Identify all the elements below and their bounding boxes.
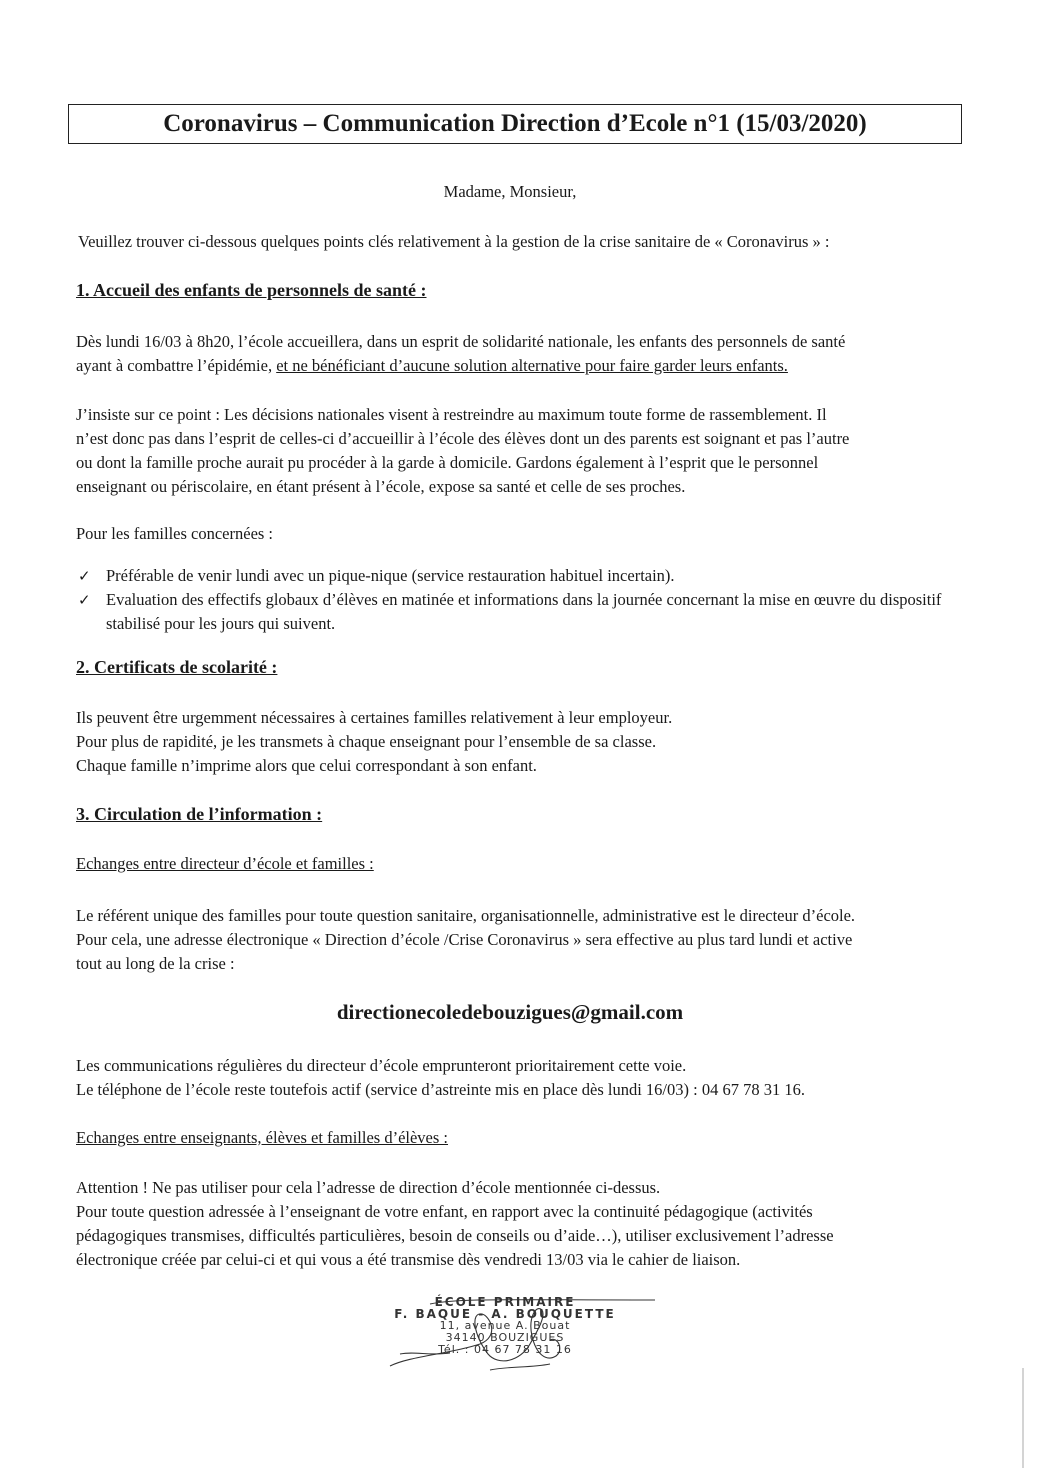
section-3-paragraph-3: [76, 1176, 956, 1272]
text-line: Pour toute question adressée à l’enseignant de votre enfant, en rapport avec la continuité pédagogique (activités: [76, 1202, 813, 1221]
list-item: [76, 564, 956, 588]
text-line: pédagogiques transmises, difficultés particulières, besoin de conseils ou d’aide…), utiliser exclusivement l’adresse: [76, 1226, 834, 1245]
list-item: [76, 588, 976, 636]
checklist: [76, 564, 956, 636]
text-line: n’est donc pas dans l’esprit de celles-ci d’accueillir à l’école des élèves dont un des parents est soignant et pas l’autre: [76, 429, 850, 448]
section-3-paragraph-1: [76, 904, 956, 976]
stamp-line: Tél. : 04 67 78 31 16: [438, 1343, 572, 1356]
text-line: Ils peuvent être urgemment nécessaires à certaines familles relativement à leur employeur.: [76, 708, 673, 727]
section-1-paragraph-1: [76, 330, 956, 378]
subheading-director-families: Echanges entre directeur d’école et familles :: [76, 854, 374, 873]
section-2-heading: 2. Certificats de scolarité :: [76, 657, 278, 677]
section-1-paragraph-2: [76, 403, 956, 499]
stamp-line: F. BAQUE - A. BOUQUETTE: [394, 1307, 616, 1321]
greeting: Madame, Monsieur,: [443, 182, 577, 201]
text-line: Chaque famille n’imprime alors que celui correspondant à son enfant.: [76, 756, 537, 775]
text-line: Pour cela, une adresse électronique « Direction d’école /Crise Coronavirus » sera effective au plus tard lundi et active: [76, 930, 853, 949]
text-line: Attention ! Ne pas utiliser pour cela l’adresse de direction d’école mentionnée ci-dessus.: [76, 1178, 661, 1197]
text-line: J’insiste sur ce point : Les décisions nationales visent à restreindre au maximum toute forme de rassemblement. Il: [76, 405, 827, 424]
email-address[interactable]: directionecoledebouzigues@gmail.com: [336, 1000, 684, 1024]
text-line: Le téléphone de l’école reste toutefois actif (service d’astreinte mis en place dès lundi 16/03) : 04 67 78 31 16.: [76, 1080, 805, 1099]
document-title: Coronavirus – Communication Direction d’Ecole n°1 (15/03/2020): [68, 104, 962, 144]
section-3-paragraph-2: [76, 1054, 956, 1102]
text-line: enseignant ou périscolaire, en étant présent à l’école, expose sa santé et celle de ses proches.: [76, 477, 686, 496]
intro-paragraph: Veuillez trouver ci-dessous quelques points clés relativement à la gestion de la crise sanitaire de « Coronavirus » :: [78, 232, 830, 251]
text-line: [76, 354, 956, 378]
stamp-line: 34140 BOUZIGUES: [445, 1331, 565, 1344]
text-line: Les communications régulières du directeur d’école emprunteront prioritairement cette voie.: [76, 1056, 687, 1075]
signature-icon: [370, 1296, 660, 1386]
text-line: tout au long de la crise :: [76, 954, 235, 973]
text-span: ayant à combattre l’épidémie,: [76, 356, 277, 375]
text-line: ou dont la famille proche aurait pu procéder à la garde à domicile. Gardons également à l’esprit que le personnel: [76, 453, 819, 472]
school-stamp: [370, 1296, 660, 1386]
text-line: Le référent unique des familles pour toute question sanitaire, organisationnelle, administrative est le directeur d’école.: [76, 906, 856, 925]
section-1-heading: 1. Accueil des enfants de personnels de santé :: [76, 280, 427, 300]
text-line: Dès lundi 16/03 à 8h20, l’école accueillera, dans un esprit de solidarité nationale, les enfants des personnels de santé: [76, 332, 846, 351]
stamp-line: ÉCOLE PRIMAIRE: [434, 1295, 576, 1309]
subheading-teachers-families: Echanges entre enseignants, élèves et familles d’élèves :: [76, 1128, 449, 1147]
scan-edge-line: [1022, 1368, 1024, 1468]
families-label: Pour les familles concernées :: [76, 524, 274, 543]
text-line: Pour plus de rapidité, je les transmets à chaque enseignant pour l’ensemble de sa classe.: [76, 732, 657, 751]
checkmark-icon: ✓: [78, 567, 91, 585]
list-item-text: Evaluation des effectifs globaux d’élèves en matinée et informations dans la journée concernant la mise en œuvre du dispositif stabilisé pour les jours qui suivent.: [106, 590, 942, 633]
checkmark-icon: ✓: [78, 591, 91, 609]
underlined-text: et ne bénéficiant d’aucune solution alternative pour faire garder leurs enfants.: [276, 356, 788, 375]
text-line: électronique créée par celui-ci et qui vous a été transmise dès vendredi 13/03 via le cahier de liaison.: [76, 1250, 741, 1269]
section-2-paragraph: [76, 706, 956, 778]
list-item-text: Préférable de venir lundi avec un pique-nique (service restauration habituel incertain).: [106, 566, 675, 585]
stamp-line: 11, avenue A. Bouat: [439, 1319, 571, 1332]
section-3-heading: 3. Circulation de l’information :: [76, 804, 323, 824]
